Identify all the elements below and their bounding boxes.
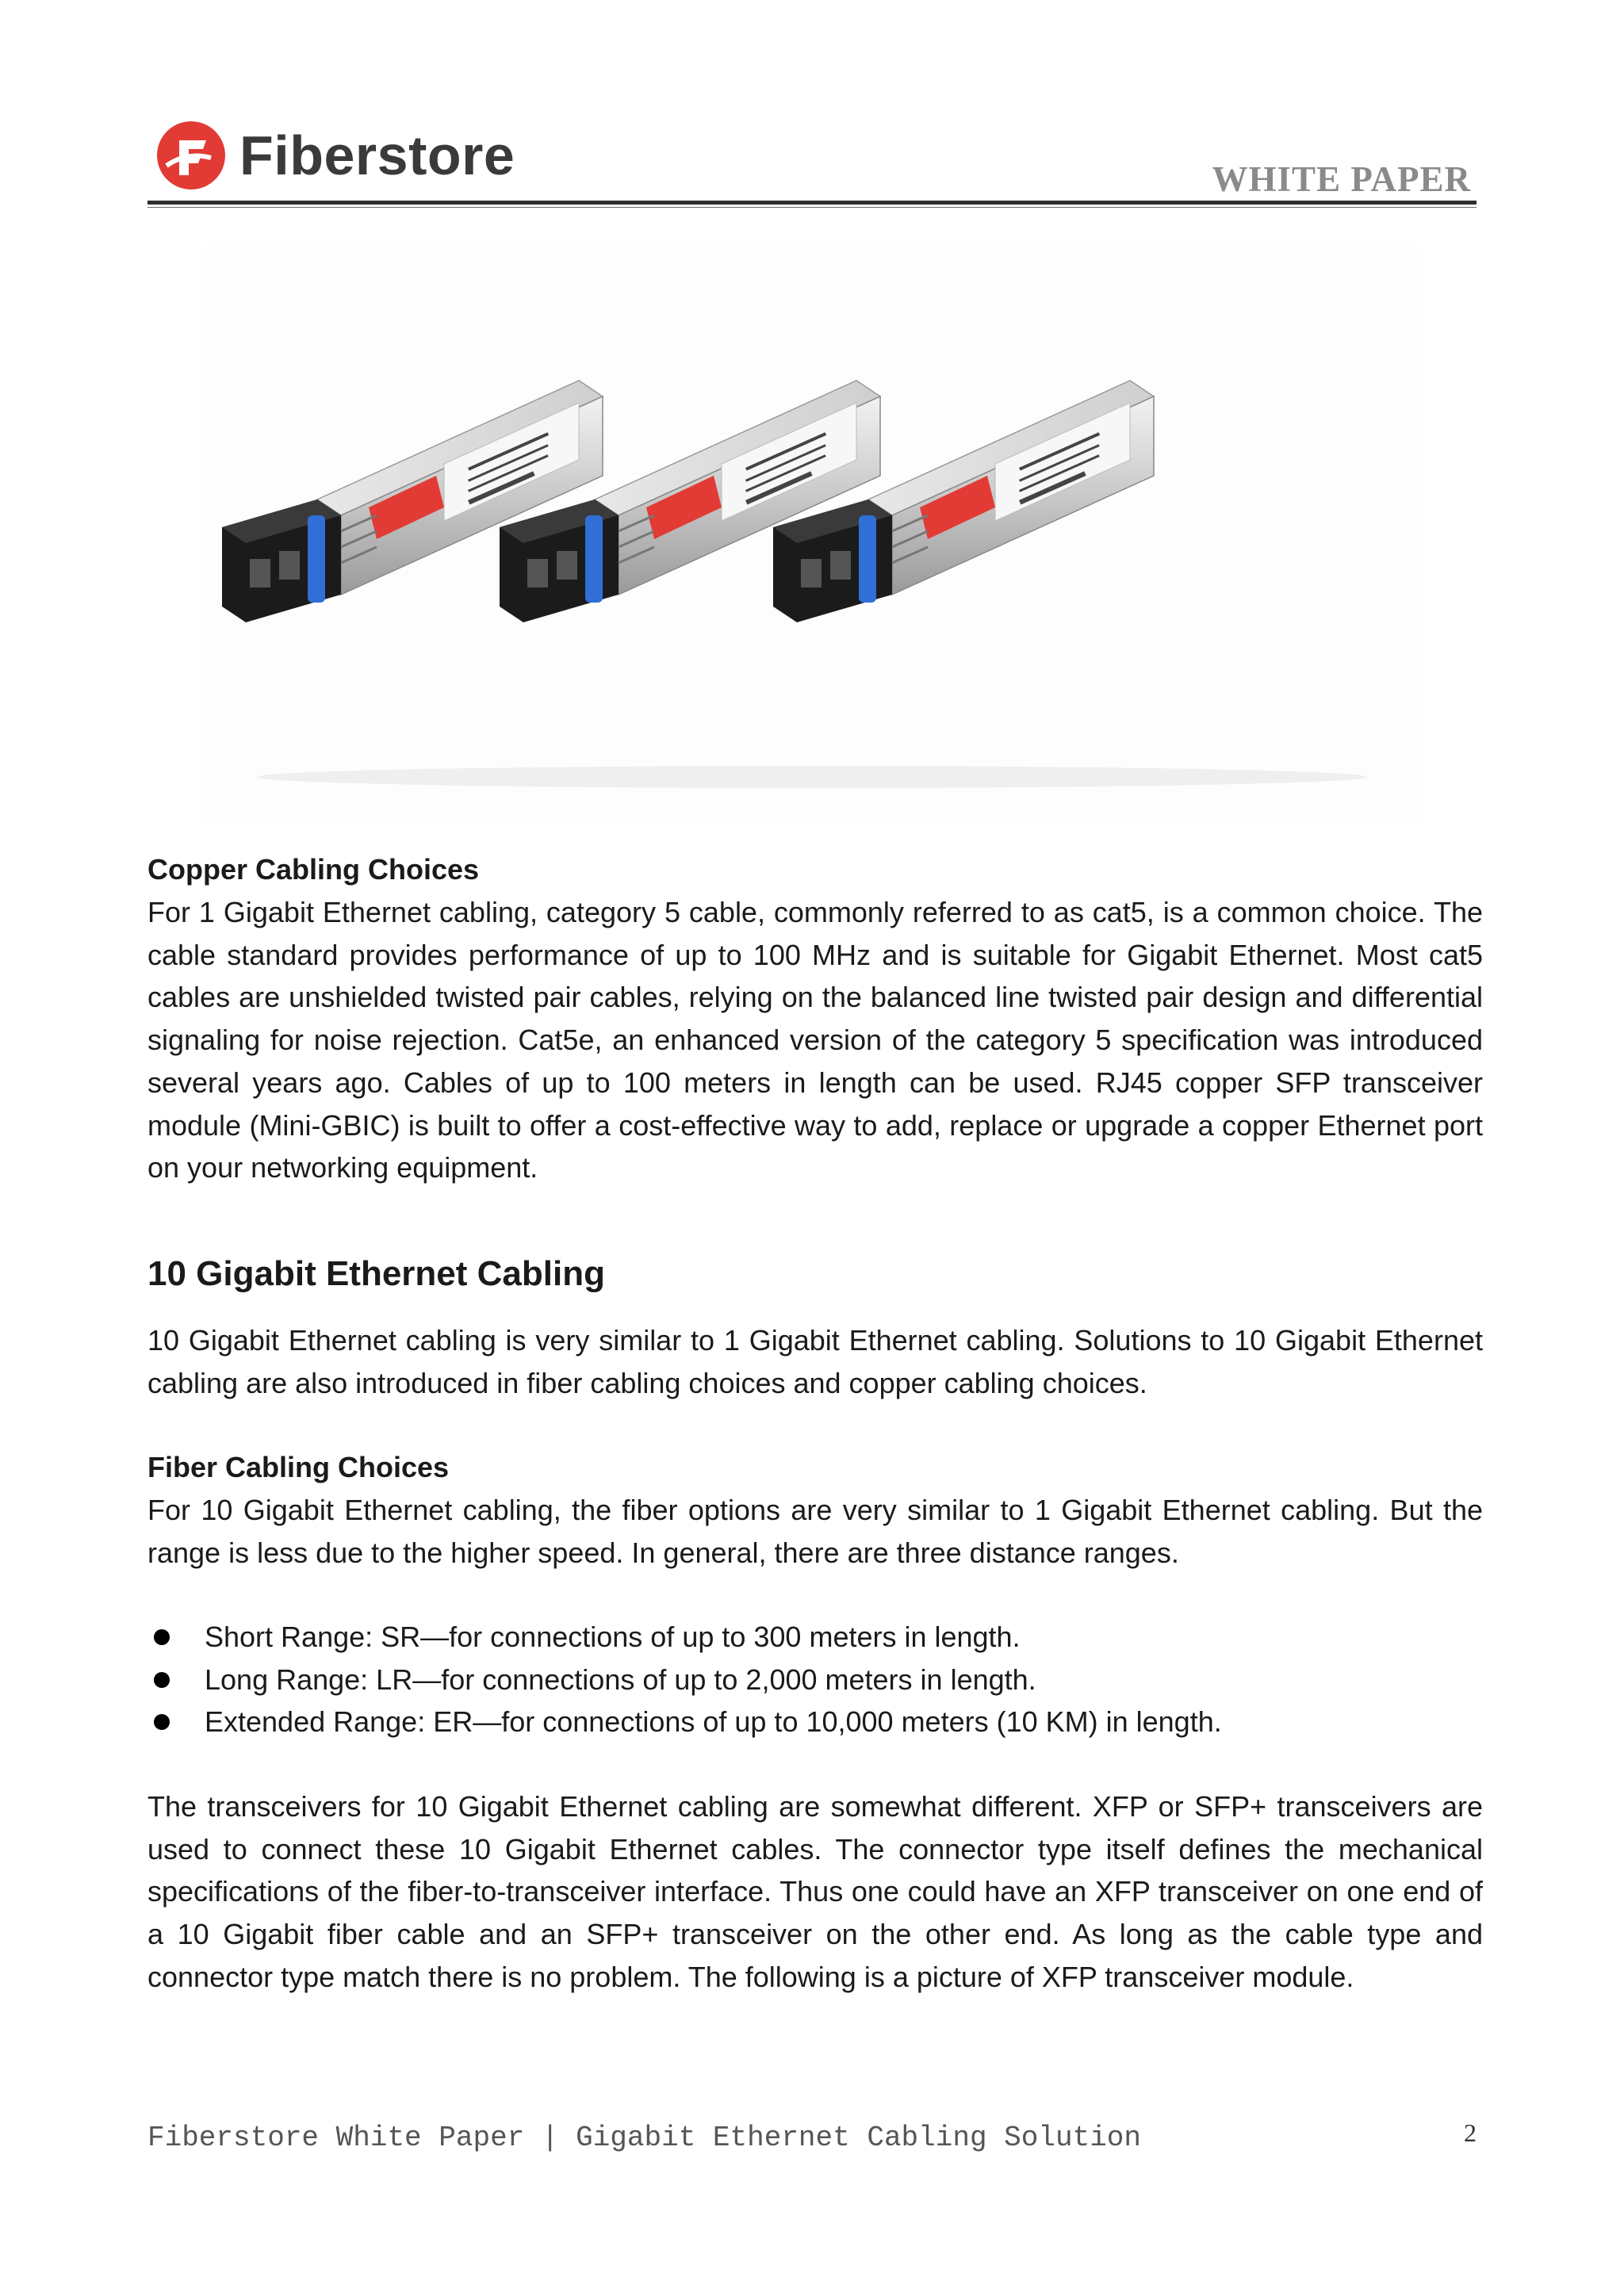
copper-body: For 1 Gigabit Ethernet cabling, category 5 cable, commonly referred to as cat5, is a common choice. The cable standard provides performance of up to 100 MHz and is suitable for Gigabit Ethernet. Most cat5 cables are unshielded twisted pair cables, relying on the balanced line twisted pair design and differential signaling for noise rejection. Cat5e, an enhanced version of the category 5 specification was introduced several years ago. Cables of up to 100 meters in length can be used. RJ45 copper SFP transceiver module (Mini-GBIC) is built to offer a cost-effective way to add, replace or upgrade a copper Ethernet port on your networking equipment. [147, 896, 1483, 1184]
list-item: Long Range: LR—for connections of up to 2,000 meters in length. [147, 1659, 1483, 1701]
copper-cabling-section [147, 848, 1483, 1189]
bullet-icon [154, 1672, 170, 1688]
bullet-icon [154, 1629, 170, 1645]
distance-range-list [147, 1616, 1483, 1743]
page-number: 2 [1464, 2118, 1477, 2147]
sfp-transceiver-modules-photo [206, 246, 1418, 825]
fiber-body: For 10 Gigabit Ethernet cabling, the fiber options are very similar to 1 Gigabit Ethernet cabling. But the range is less due to the higher speed. In general, there are three distance ranges. [147, 1494, 1483, 1569]
document-type-label: WHITE PAPER [1212, 159, 1471, 199]
header-rule-thin [147, 207, 1477, 208]
logo-text: Fiberstore [239, 124, 515, 186]
sfp-modules-illustration [206, 246, 1418, 825]
bullet-icon [154, 1714, 170, 1730]
footer-title: Fiberstore White Paper | Gigabit Ethernet Cabling Solution [147, 2122, 1142, 2154]
ten-gig-intro: 10 Gigabit Ethernet cabling is very similar to 1 Gigabit Ethernet cabling. Solutions to 10 Gigabit Ethernet cabling are also introduced in fiber cabling choices and copper cabling choices. [147, 1324, 1483, 1399]
list-item: Short Range: SR—for connections of up to 300 meters in length. [147, 1616, 1483, 1659]
copper-heading: Copper Cabling Choices [147, 853, 480, 886]
fiber-cabling-section [147, 1446, 1483, 1574]
fiber-heading: Fiber Cabling Choices [147, 1451, 450, 1483]
transceiver-paragraph-block [147, 1785, 1483, 1999]
list-item: Extended Range: ER—for connections of up to 10,000 meters (10 KM) in length. [147, 1701, 1483, 1743]
ten-gig-intro-block [147, 1319, 1483, 1404]
brand-logo [155, 117, 515, 193]
fiberstore-logo-icon [155, 120, 227, 191]
header-rule [147, 201, 1477, 205]
ten-gig-title: 10 Gigabit Ethernet Cabling [147, 1254, 605, 1293]
transceiver-paragraph: The transceivers for 10 Gigabit Ethernet cabling are somewhat different. XFP or SFP+ transceivers are used to connect these 10 Gigabit Ethernet cables. The connector type itself defines the mechanical specifications of the fiber-to-transceiver interface. Thus one could have an XFP transceiver on one end of a 10 Gigabit fiber cable and an SFP+ transceiver on the other end. As long as the cable type and connector type match there is no problem. The following is a picture of XFP transceiver module. [147, 1790, 1483, 1993]
ten-gig-section [147, 1250, 1483, 1298]
